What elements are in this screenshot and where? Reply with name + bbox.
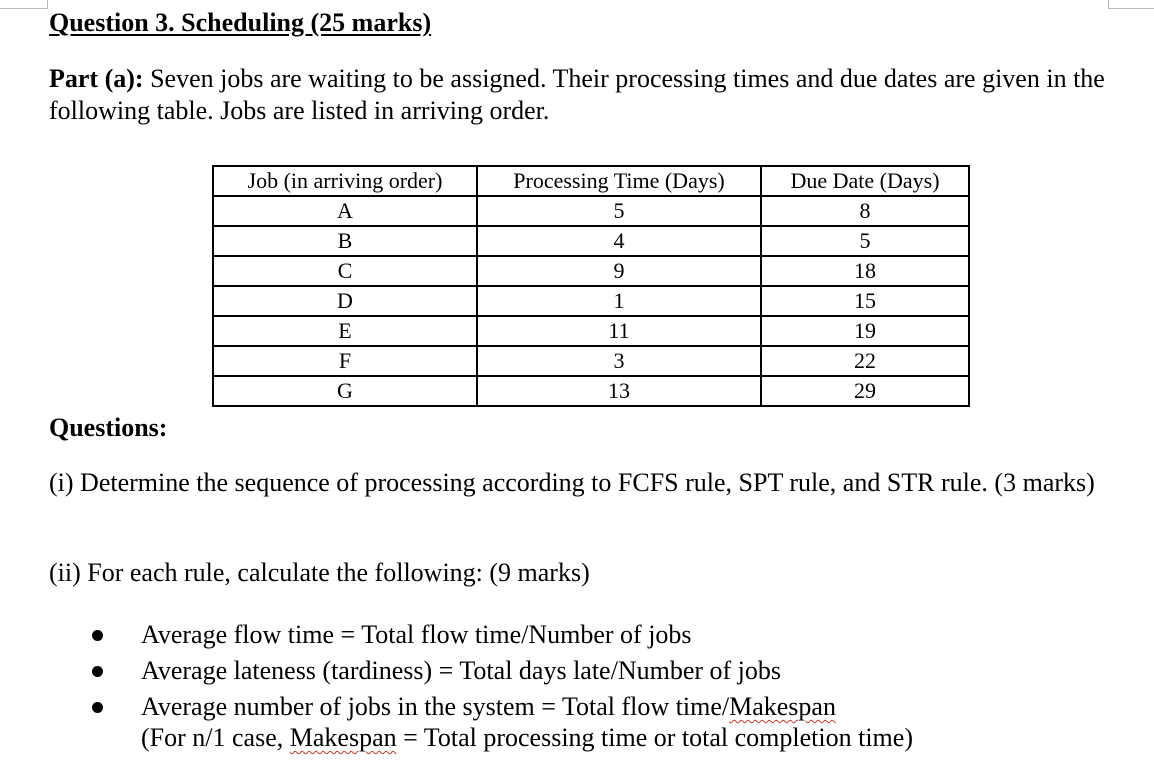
- formula-average-flow-time: Average flow time = Total flow time/Number of jobs: [141, 620, 692, 649]
- cell-processing-time: 9: [477, 256, 761, 286]
- cell-job: A: [213, 196, 477, 226]
- spellcheck-underline: Makespan: [729, 692, 836, 721]
- formula-average-jobs-in-system: Average number of jobs in the system = Total flow time/Makespan: [141, 692, 836, 721]
- question-ii: (ii) For each rule, calculate the following: (9 marks): [49, 558, 590, 587]
- table-row: [213, 316, 969, 346]
- cell-job: E: [213, 316, 477, 346]
- header-due-date: Due Date (Days): [761, 166, 969, 196]
- page-corner-mark-right: [1108, 0, 1154, 9]
- question-title: Question 3. Scheduling (25 marks): [49, 8, 432, 37]
- jobs-table: [212, 165, 970, 407]
- cell-processing-time: 1: [477, 286, 761, 316]
- part-a-text: Seven jobs are waiting to be assigned. Their processing times and due dates are given in the following table. Jobs are listed in arriving order.: [49, 64, 1105, 125]
- bullet-icon: [92, 630, 103, 641]
- cell-due-date: 29: [761, 376, 969, 406]
- header-job: Job (in arriving order): [213, 166, 477, 196]
- questions-heading: Questions:: [49, 413, 168, 442]
- cell-job: B: [213, 226, 477, 256]
- list-item: [88, 689, 836, 725]
- table-row: [213, 196, 969, 226]
- cell-job: D: [213, 286, 477, 316]
- cell-processing-time: 13: [477, 376, 761, 406]
- cell-job: C: [213, 256, 477, 286]
- cell-due-date: 18: [761, 256, 969, 286]
- table-row: [213, 346, 969, 376]
- cell-job: F: [213, 346, 477, 376]
- table-row: [213, 226, 969, 256]
- bullet-icon: [92, 702, 103, 713]
- formula-average-lateness: Average lateness (tardiness) = Total days late/Number of jobs: [141, 656, 782, 685]
- table-row: [213, 286, 969, 316]
- part-a-paragraph: [49, 63, 1109, 127]
- spellcheck-underline: Makespan: [289, 723, 397, 752]
- bullet-icon: [92, 666, 103, 677]
- cell-processing-time: 11: [477, 316, 761, 346]
- formula-list: [88, 617, 836, 725]
- cell-due-date: 19: [761, 316, 969, 346]
- list-item: [88, 653, 836, 689]
- cell-due-date: 8: [761, 196, 969, 226]
- cell-due-date: 22: [761, 346, 969, 376]
- cell-due-date: 5: [761, 226, 969, 256]
- question-i: (i) Determine the sequence of processing according to FCFS rule, SPT rule, and STR rule. (3 marks): [49, 468, 1095, 497]
- cell-processing-time: 4: [477, 226, 761, 256]
- part-a-label: Part (a):: [49, 64, 144, 93]
- header-processing-time: Processing Time (Days): [477, 166, 761, 196]
- cell-job: G: [213, 376, 477, 406]
- table-row: [213, 376, 969, 406]
- makespan-note: (For n/1 case, Makespan = Total processing time or total completion time): [141, 723, 913, 752]
- page-corner-mark-left: [0, 0, 48, 9]
- cell-processing-time: 5: [477, 196, 761, 226]
- cell-due-date: 15: [761, 286, 969, 316]
- list-item: [88, 617, 836, 653]
- table-header-row: [213, 166, 969, 196]
- table-row: [213, 256, 969, 286]
- cell-processing-time: 3: [477, 346, 761, 376]
